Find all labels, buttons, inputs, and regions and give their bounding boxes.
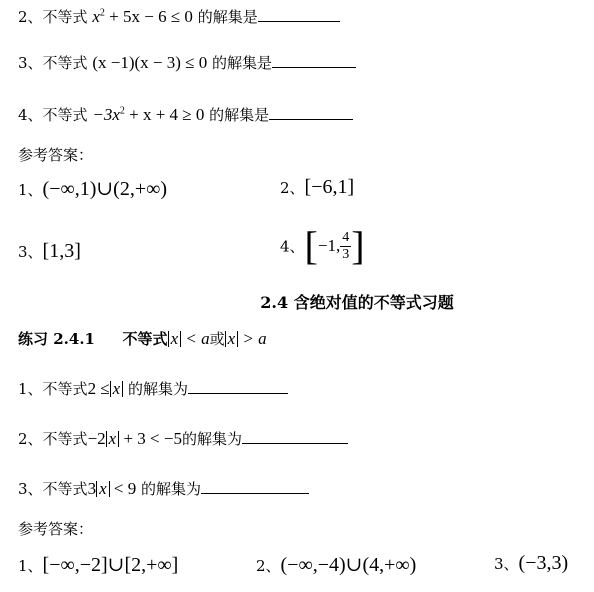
answer-expression: (−3,3) xyxy=(518,552,569,574)
question-prefix: 不等式 xyxy=(42,54,88,72)
inequality-expression: −2 x + 3 < −5 xyxy=(87,429,182,448)
final-answer-3: 3、(−3,3) xyxy=(494,552,569,574)
question-4 xyxy=(18,104,353,125)
inequality-expression: 3 x < 9 xyxy=(87,479,137,498)
answers-label: 参考答案： xyxy=(18,146,94,164)
question-number: 3、 xyxy=(18,54,43,72)
answer-2: 2、[−6,1] xyxy=(280,176,355,198)
answer-blank[interactable] xyxy=(188,379,288,394)
inequality-expression: (x −1)(x − 3) ≤ 0 xyxy=(92,53,208,72)
practice-2: 2、不等式−2 x + 3 < −5的解集为 xyxy=(18,428,348,449)
inequality-expression: $-3x^2 + x + 4 \ge 0$ xyxy=(92,105,205,124)
answer-blank[interactable] xyxy=(272,53,356,68)
exercise-expression: x < a xyxy=(168,329,210,348)
answer-blank[interactable] xyxy=(201,479,309,494)
question-suffix: 的解集是 xyxy=(197,8,258,26)
inequality-expression: $x^2 + 5x - 6 \le 0$ xyxy=(92,7,193,26)
question-prefix: 不等式 xyxy=(42,106,88,124)
answer-expression: (−∞,−4)∪(4,+∞) xyxy=(280,554,417,576)
question-prefix: 不等式 xyxy=(42,8,88,26)
exercise-label: 练习 2.4.1 xyxy=(18,330,95,348)
exercise-header: 练习 2.4.1 不等式 x < a或 x > a xyxy=(18,329,267,348)
answer-blank[interactable] xyxy=(242,429,348,444)
answer-expression: [−∞,−2]∪[2,+∞] xyxy=(42,554,179,576)
answers-label: 参考答案： xyxy=(18,520,94,538)
question-2 xyxy=(18,6,340,27)
question-suffix: 的解集是 xyxy=(209,106,270,124)
practice-3: 3、不等式3 x < 9 的解集为 xyxy=(18,478,309,499)
answer-blank[interactable] xyxy=(269,105,353,120)
right-bracket: ] xyxy=(351,223,365,268)
inequality-expression: 2 ≤ x xyxy=(88,379,124,398)
final-answer-2: 2、(−∞,−4)∪(4,+∞) xyxy=(256,554,417,576)
question-3 xyxy=(18,52,356,73)
left-bracket: [ xyxy=(304,223,318,268)
question-number: 2、 xyxy=(18,8,43,26)
question-number: 4、 xyxy=(18,106,43,124)
answer-4: 4、[−1, $\frac{4}{3}$ ] xyxy=(280,223,365,268)
practice-1: 1、不等式2 ≤ x 的解集为 xyxy=(18,378,288,399)
fraction: $\frac{4}{3}$ xyxy=(342,229,350,262)
answer-blank[interactable] xyxy=(258,7,340,22)
answer-expression: [−6,1] xyxy=(304,176,355,198)
final-answer-1: 1、[−∞,−2]∪[2,+∞] xyxy=(18,554,179,576)
answer-expression: [1,3] xyxy=(42,240,81,262)
answer-1: 1、(−∞,1)∪(2,+∞) xyxy=(18,178,168,200)
question-suffix: 的解集是 xyxy=(212,54,273,72)
answer-expression: (−∞,1)∪(2,+∞) xyxy=(42,178,168,200)
section-title: 2.4 含绝对值的不等式习题 xyxy=(260,293,454,312)
answer-3: 3、[1,3] xyxy=(18,240,81,262)
